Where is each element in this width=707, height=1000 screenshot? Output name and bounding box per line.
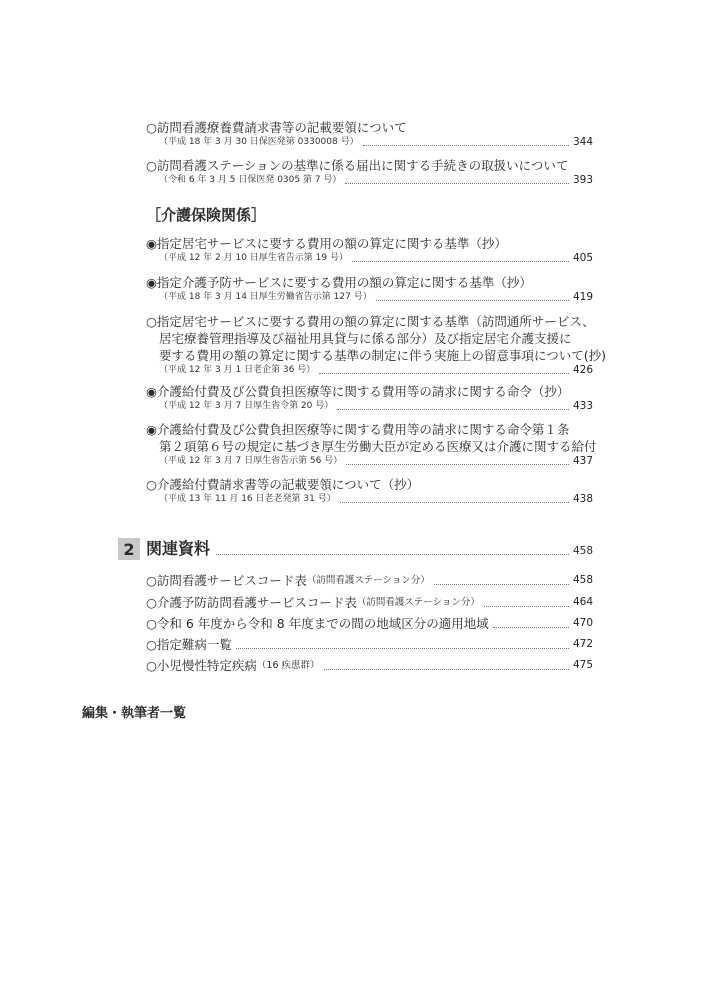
entry-title: ◉介護給付費及び公費負担医療等に関する費用等の請求に関する命令（抄） — [146, 384, 570, 399]
page-number: 426 — [572, 364, 593, 376]
entry-source: （平成 12 年 3 月 7 日厚生省告示第 56 号） — [159, 456, 343, 466]
toc-entry[interactable] — [146, 615, 593, 632]
dot-leader — [346, 464, 569, 465]
dot-leader — [324, 669, 569, 670]
section-number: 2 — [118, 538, 140, 560]
entry-row — [146, 136, 593, 149]
entry-source: （令和 6 年 3 月 5 日保医発 0305 第 7 号） — [159, 175, 342, 185]
toc-entry[interactable] — [146, 313, 607, 377]
page-number: 344 — [572, 136, 593, 148]
toc-entry[interactable] — [146, 636, 593, 653]
toc-entry[interactable] — [146, 572, 593, 589]
dot-leader — [345, 183, 569, 184]
entry-note: （16 疾患群） — [256, 660, 320, 671]
toc-entry[interactable] — [146, 119, 593, 149]
entry-source: （平成 12 年 2 月 10 日厚生省告示第 19 号） — [159, 253, 348, 263]
page-number: 437 — [572, 455, 593, 467]
entry-row — [146, 615, 593, 632]
entry-title: ○指定居宅サービスに要する費用の額の算定に関する基準（訪問通所サービス、 — [146, 314, 595, 329]
entry-row — [146, 636, 593, 653]
toc-entry[interactable] — [146, 476, 593, 506]
dot-leader — [363, 145, 569, 146]
dot-leader — [352, 261, 569, 262]
entry-title: ○訪問看護サービスコード表 — [146, 573, 307, 588]
entry-source: （平成 18 年 3 月 14 日厚生労働省告示第 127 号） — [159, 292, 372, 302]
dot-leader — [340, 502, 569, 503]
entry-row — [146, 657, 593, 674]
page-number: 470 — [572, 617, 593, 629]
entry-title: ○介護予防訪問看護サービスコード表 — [146, 595, 357, 610]
page-number: 458 — [572, 574, 593, 586]
entry-source: （平成 12 年 3 月 7 日厚生省令第 20 号） — [159, 401, 334, 411]
entry-title-cont: 居宅療養管理指導及び福祉用具貸与に係る部分）及び指定居宅介護支援に — [159, 331, 572, 346]
dot-leader — [434, 584, 569, 585]
dot-leader — [484, 606, 569, 607]
page-number: 458 — [572, 545, 593, 557]
entry-row — [146, 364, 593, 377]
dot-leader — [236, 648, 569, 649]
entry-row — [146, 572, 593, 589]
entry-title: ○指定難病一覧 — [146, 637, 232, 652]
category-heading: ［介護保険関係］ — [146, 206, 267, 224]
page-number: 472 — [572, 638, 593, 650]
dot-leader — [337, 409, 569, 410]
entry-title: ○訪問看護ステーションの基準に係る届出に関する手続きの取扱いについて — [146, 158, 569, 173]
entry-title: ○小児慢性特定疾病 — [146, 658, 257, 673]
entry-title: ○令和 6 年度から令和 8 年度までの間の地域区分の適用地域 — [146, 616, 489, 631]
page-number: 419 — [572, 291, 593, 303]
entry-note: （訪問看護ステーション分） — [356, 597, 480, 608]
entry-row — [146, 291, 593, 304]
dot-leader — [319, 373, 569, 374]
section-title: 関連資料 — [146, 539, 211, 558]
entry-source: （平成 13 年 11 月 16 日老老発第 31 号） — [159, 494, 336, 504]
entry-row — [146, 400, 593, 413]
entry-row — [146, 252, 593, 265]
entry-row — [146, 174, 593, 187]
toc-entry[interactable] — [146, 657, 593, 674]
entry-note: （訪問看護ステーション分） — [306, 575, 430, 586]
entry-title: ○訪問看護療養費請求書等の記載要領について — [146, 120, 407, 135]
entry-title-cont: 第２項第６号の規定に基づき厚生労働大臣が定める医療又は介護に関する給付 — [159, 439, 597, 454]
page-number: 464 — [572, 596, 593, 608]
page-number: 438 — [572, 493, 593, 505]
dot-leader — [216, 554, 569, 555]
section-heading[interactable] — [118, 538, 593, 560]
editors-list-heading[interactable]: 編集・執筆者一覧 — [82, 706, 187, 721]
toc-entry[interactable] — [146, 157, 593, 187]
page-number: 405 — [572, 252, 593, 264]
toc-entry[interactable] — [146, 274, 593, 304]
entry-row — [146, 455, 593, 468]
entry-source: （平成 12 年 3 月 1 日老企第 36 号） — [159, 365, 316, 375]
entry-row — [146, 594, 593, 611]
dot-leader — [493, 627, 569, 628]
toc-entry[interactable] — [146, 383, 593, 413]
page-number: 433 — [572, 400, 593, 412]
entry-title-cont: 要する費用の額の算定に関する基準の制定に伴う実施上の留意事項について(抄) — [159, 348, 607, 363]
toc-entry[interactable] — [146, 421, 597, 468]
toc-entry[interactable] — [146, 594, 593, 611]
entry-title: ○介護給付費請求書等の記載要領について（抄） — [146, 477, 420, 492]
page-number: 475 — [572, 659, 593, 671]
entry-row — [146, 493, 593, 506]
toc-entry[interactable] — [146, 235, 593, 265]
entry-title: ◉指定居宅サービスに要する費用の額の算定に関する基準（抄） — [146, 236, 507, 251]
entry-title: ◉指定介護予防サービスに要する費用の額の算定に関する基準（抄） — [146, 275, 532, 290]
entry-source: （平成 18 年 3 月 30 日保医発第 0330008 号） — [159, 137, 359, 147]
dot-leader — [376, 300, 569, 301]
page-number: 393 — [572, 174, 593, 186]
entry-title: ◉介護給付費及び公費負担医療等に関する費用等の請求に関する命令第１条 — [146, 422, 570, 437]
